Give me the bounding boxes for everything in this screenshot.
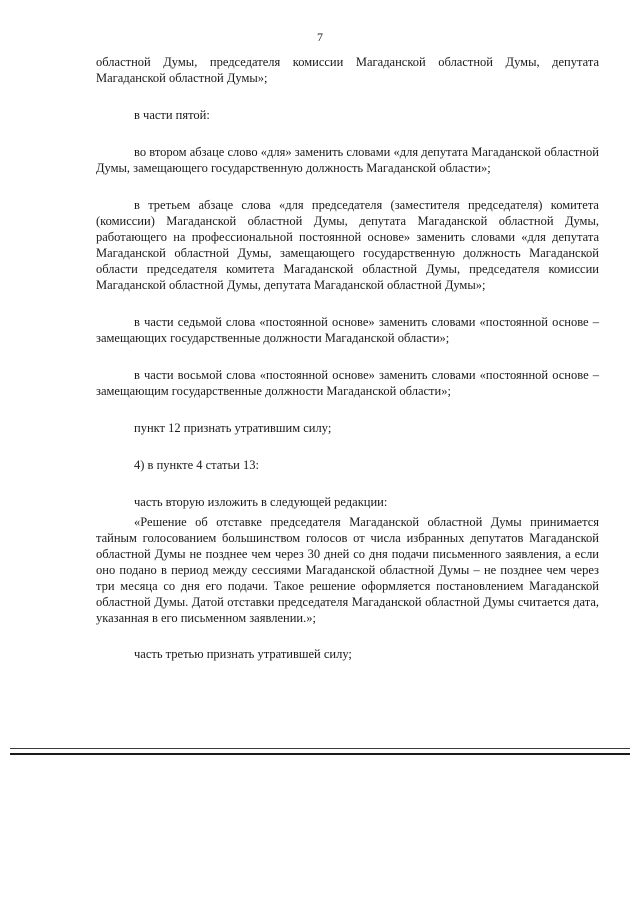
paragraph-third-abzac: в третьем абзаце слова «для председателя (заместителя председателя) комитета (комиссии) Магаданской областной Думы, депутата Магаданской областной Думы, работающего на профессиональной постоянной основе» заменить словами «для депутата Магаданской областной Думы, замещающего государственную должность Магаданской области председателя комитета Магаданской областной Думы, председателя комиссии Магаданской областной Думы, депутата Магаданской областной Думы»; <box>96 198 599 292</box>
paragraph-part-eight: в части восьмой слова «постоянной основе» заменить словами «постоянной основе – замещающим государственные должности Магаданской области»; <box>96 368 599 398</box>
page-number: 7 <box>317 30 323 44</box>
document-body <box>96 54 599 662</box>
paragraph-part-three: часть третью признать утратившей силу; <box>134 647 352 661</box>
footer-rule-thick <box>10 753 630 755</box>
paragraph-second-abzac: во втором абзаце слово «для» заменить словами «для депутата Магаданской областной Думы, замещающего государственную должность Магаданской области»; <box>96 145 599 175</box>
paragraph-part-seven: в части седьмой слова «постоянной основе» заменить словами «постоянной основе – замещающих государственные должности Магаданской области»; <box>96 315 599 345</box>
footer-rule-thin <box>10 748 630 749</box>
paragraph-quote-resignation: «Решение об отставке председателя Магаданской областной Думы принимается тайным голосованием большинством голосов от числа избранных депутатов Магаданской областной Думы не позднее чем через 30 дней со дня подачи письменного заявления, а если оно подано в период между сессиями Магаданской областной Думы – не позднее чем через три месяца со дня его подачи. Такое решение оформляется постановлением Магаданской областной Думы. Датой отставки председателя Магаданской областной Думы считается дата, указанная в его письменном заявлении.»; <box>96 515 599 625</box>
paragraph-continuation: областной Думы, председателя комиссии Магаданской областной Думы, депутата Магаданской областной Думы»; <box>96 55 599 85</box>
paragraph-article-13: 4) в пункте 4 статьи 13: <box>134 458 259 472</box>
paragraph-part-five: в части пятой: <box>134 108 210 122</box>
paragraph-part-two: часть вторую изложить в следующей редакции: <box>134 495 388 509</box>
paragraph-point-12: пункт 12 признать утратившим силу; <box>134 421 332 435</box>
